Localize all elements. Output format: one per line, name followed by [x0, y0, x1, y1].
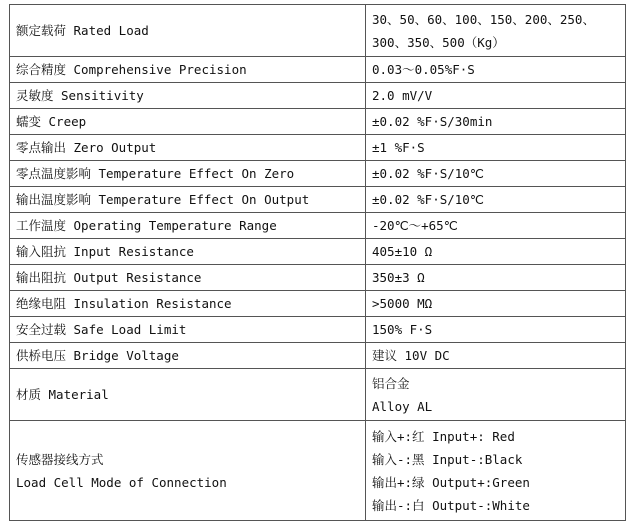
wiring-output-plus: 输出+:绿 Output+:Green: [372, 474, 530, 490]
wiring-output-minus: 输出-:白 Output-:White: [372, 497, 530, 513]
table-row: [10, 213, 626, 239]
spec-value-cell: [366, 291, 626, 317]
table-row: [10, 83, 626, 109]
spec-value-cell: [366, 369, 626, 421]
table-row: [10, 265, 626, 291]
spec-value: ±0.02 %F·S/10℃: [372, 165, 484, 181]
spec-label-cell: [10, 5, 366, 57]
spec-label: Load Cell Mode of Connection: [16, 474, 227, 490]
spec-label-cell: [10, 109, 366, 135]
spec-label: 绝缘电阻 Insulation Resistance: [16, 295, 232, 311]
spec-value-cell: [366, 57, 626, 83]
spec-label-cell: [10, 57, 366, 83]
spec-label-cell: [10, 83, 366, 109]
table-row: [10, 291, 626, 317]
spec-value: ±0.02 %F·S/30min: [372, 113, 493, 129]
spec-label: 工作温度 Operating Temperature Range: [16, 217, 277, 233]
spec-label-cell: [10, 265, 366, 291]
table-row: [10, 57, 626, 83]
spec-value: 150% F·S: [372, 321, 433, 337]
spec-value-cell: [366, 83, 626, 109]
spec-label-cell: [10, 369, 366, 421]
spec-table-body: [10, 5, 626, 521]
table-row: [10, 421, 626, 521]
spec-label-cell: [10, 421, 366, 521]
spec-value-cell: [366, 265, 626, 291]
spec-label: 输入阻抗 Input Resistance: [16, 243, 194, 259]
spec-label: 额定载荷 Rated Load: [16, 23, 149, 38]
spec-value-cell: [366, 421, 626, 521]
spec-label-cell: [10, 239, 366, 265]
spec-value: Alloy AL: [372, 398, 433, 414]
table-row: [10, 239, 626, 265]
spec-value-cell: [366, 109, 626, 135]
spec-label-cell: [10, 135, 366, 161]
table-row: [10, 109, 626, 135]
spec-value-cell: [366, 135, 626, 161]
spec-value: >5000 MΩ: [372, 295, 433, 311]
spec-label: 零点温度影响 Temperature Effect On Zero: [16, 165, 295, 181]
spec-value: 铝合金: [372, 375, 410, 391]
spec-label: 输出阻抗 Output Resistance: [16, 269, 202, 285]
spec-value: 0.03～0.05%F·S: [372, 61, 475, 77]
spec-value: 建议 10V DC: [372, 347, 450, 363]
spec-label: 输出温度影响 Temperature Effect On Output: [16, 191, 310, 207]
spec-value-cell: [366, 213, 626, 239]
wiring-input-plus: 输入+:红 Input+: Red: [372, 428, 515, 444]
spec-value: 350±3 Ω: [372, 269, 425, 285]
spec-label: 供桥电压 Bridge Voltage: [16, 347, 179, 363]
spec-label-cell: [10, 161, 366, 187]
spec-label: 灵敏度 Sensitivity: [16, 87, 144, 103]
spec-value: 2.0 mV/V: [372, 87, 433, 103]
table-row: [10, 369, 626, 421]
spec-table: [9, 4, 626, 521]
spec-label: 蠕变 Creep: [16, 113, 87, 129]
spec-label-cell: [10, 343, 366, 369]
spec-label: 材质 Material: [16, 387, 109, 402]
spec-value-cell: [366, 239, 626, 265]
table-row: [10, 5, 626, 57]
spec-label-cell: [10, 213, 366, 239]
table-row: [10, 343, 626, 369]
wiring-input-minus: 输入-:黑 Input-:Black: [372, 451, 523, 467]
spec-value: 405±10 Ω: [372, 243, 433, 259]
spec-label: 综合精度 Comprehensive Precision: [16, 61, 247, 77]
table-row: [10, 135, 626, 161]
spec-value: 30、50、60、100、150、200、250、: [372, 11, 595, 27]
spec-value: 300、350、500（Kg）: [372, 34, 505, 50]
spec-value-cell: [366, 161, 626, 187]
spec-label: 零点输出 Zero Output: [16, 139, 157, 155]
spec-label: 安全过载 Safe Load Limit: [16, 321, 187, 337]
spec-value: ±1 %F·S: [372, 139, 425, 155]
table-row: [10, 187, 626, 213]
table-row: [10, 317, 626, 343]
spec-value-cell: [366, 5, 626, 57]
spec-label-cell: [10, 317, 366, 343]
spec-value-cell: [366, 343, 626, 369]
spec-value: -20℃～+65℃: [372, 217, 458, 233]
table-row: [10, 161, 626, 187]
spec-value-cell: [366, 187, 626, 213]
spec-label-cell: [10, 187, 366, 213]
spec-value-cell: [366, 317, 626, 343]
spec-value: ±0.02 %F·S/10℃: [372, 191, 484, 207]
spec-label: 传感器接线方式: [16, 451, 104, 467]
spec-label-cell: [10, 291, 366, 317]
